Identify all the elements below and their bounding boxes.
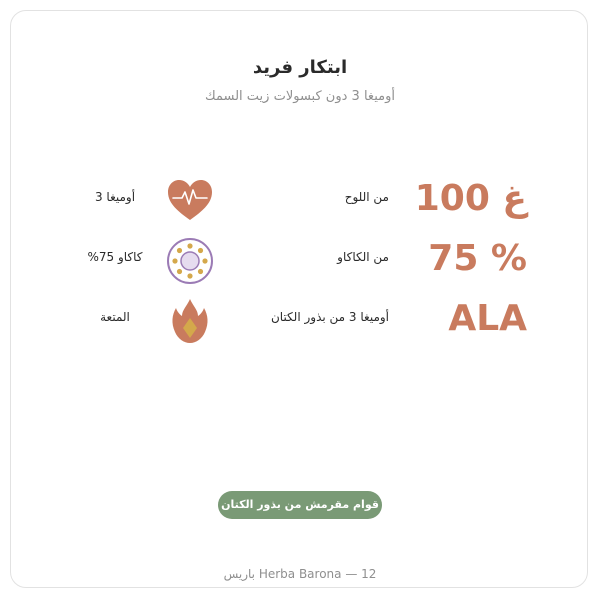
feature-row-ala bbox=[11, 296, 589, 346]
cacao-pod-icon bbox=[165, 236, 215, 286]
footer-text: Herba Barona — 12 باريس bbox=[223, 567, 377, 581]
stat-caption: من اللوح bbox=[344, 190, 389, 204]
stat-value: ALA bbox=[448, 298, 527, 339]
feature-row-cacao bbox=[11, 236, 589, 286]
product-card bbox=[10, 10, 588, 588]
page-title: ابتكار فريد bbox=[252, 57, 348, 78]
feature-row-omega bbox=[11, 176, 589, 226]
stat-caption: أوميغا 3 من بذور الكتان bbox=[270, 310, 389, 324]
cta-button[interactable]: قوام مقرمش من بذور الكتان bbox=[218, 491, 382, 519]
page-subtitle: أوميغا 3 دون كبسولات زيت السمك bbox=[205, 89, 395, 104]
stat-value: 100 غ bbox=[414, 178, 527, 219]
heart-pulse-icon bbox=[165, 176, 215, 226]
stat-value: 75 % bbox=[428, 238, 527, 279]
flame-icon bbox=[165, 296, 215, 346]
feature-label: المتعة bbox=[100, 310, 130, 324]
feature-label: كاكاو 75% bbox=[87, 250, 143, 264]
stat-caption: من الكاكاو bbox=[337, 250, 389, 264]
feature-label: أوميغا 3 bbox=[94, 190, 136, 204]
